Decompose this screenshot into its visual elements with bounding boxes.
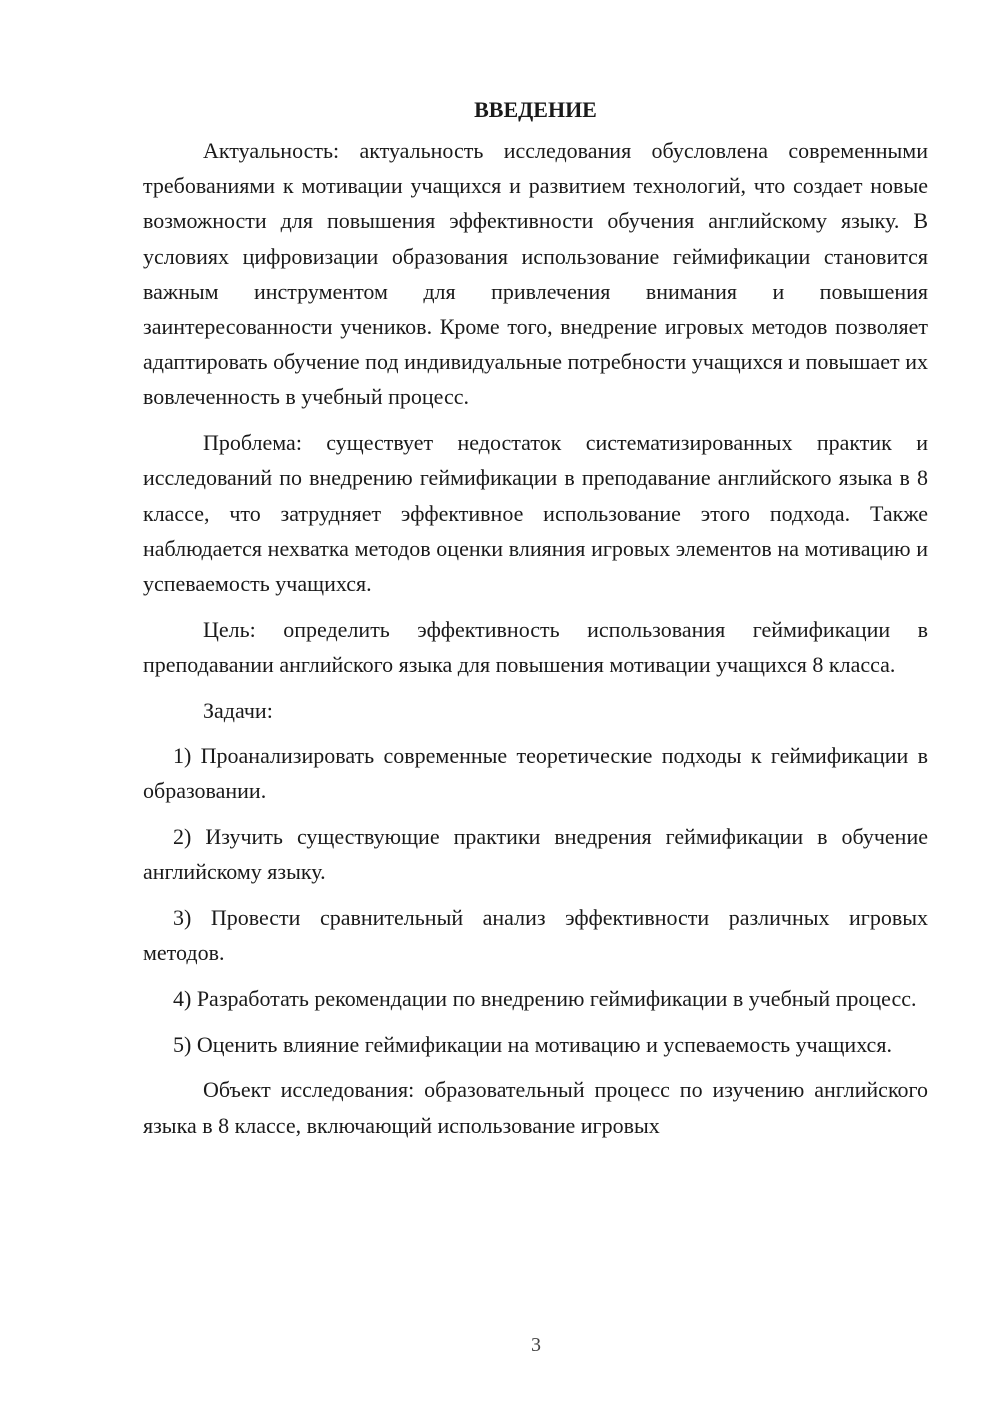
task-item: 1) Проанализировать современные теоретические подходы к геймификации в образовании. — [143, 743, 928, 804]
task-item: 3) Провести сравнительный анализ эффективности различных игровых методов. — [143, 905, 928, 966]
problem-paragraph: Проблема: существует недостаток систематизированных практик и исследований по внедрению геймификации в преподавание английского языка в 8 классе, что затрудняет эффективное использование этого подхода. Также наблюдается нехватка методов оценки влияния игровых элементов на мотивацию и успеваемость учащихся. — [143, 430, 928, 596]
goal-paragraph: Цель: определить эффективность использования геймификации в преподавании английского языка для повышения мотивации учащихся 8 класса. — [143, 616, 928, 677]
object-paragraph: Объект исследования: образовательный процесс по изучению английского языка в 8 классе, включающий использование игровых — [143, 1077, 928, 1138]
page-number: 3 — [531, 1334, 541, 1356]
task-item: 4) Разработать рекомендации по внедрению геймификации в учебный процесс. — [173, 985, 917, 1011]
task-item: 2) Изучить существующие практики внедрения геймификации в обучение английскому языку. — [143, 824, 928, 885]
task-item: 5) Оценить влияние геймификации на мотивацию и успеваемость учащихся. — [173, 1031, 892, 1057]
tasks-label: Задачи: — [203, 697, 273, 723]
relevance-paragraph: Актуальность: актуальность исследования обусловлена современными требованиями к мотивации учащихся и развитием технологий, что создает новые возможности для повышения эффективности обучения английскому языку. В условиях цифровизации образования использование геймификации становится важным инструментом для привлечения внимания и повышения заинтересованности учеников. Кроме того, внедрение игровых методов позволяет адаптировать обучение под индивидуальные потребности учащихся и повышает их вовлеченность в учебный процесс. — [143, 138, 928, 410]
document-page — [143, 96, 928, 1143]
page-title: ВВЕДЕНИЕ — [474, 97, 597, 122]
